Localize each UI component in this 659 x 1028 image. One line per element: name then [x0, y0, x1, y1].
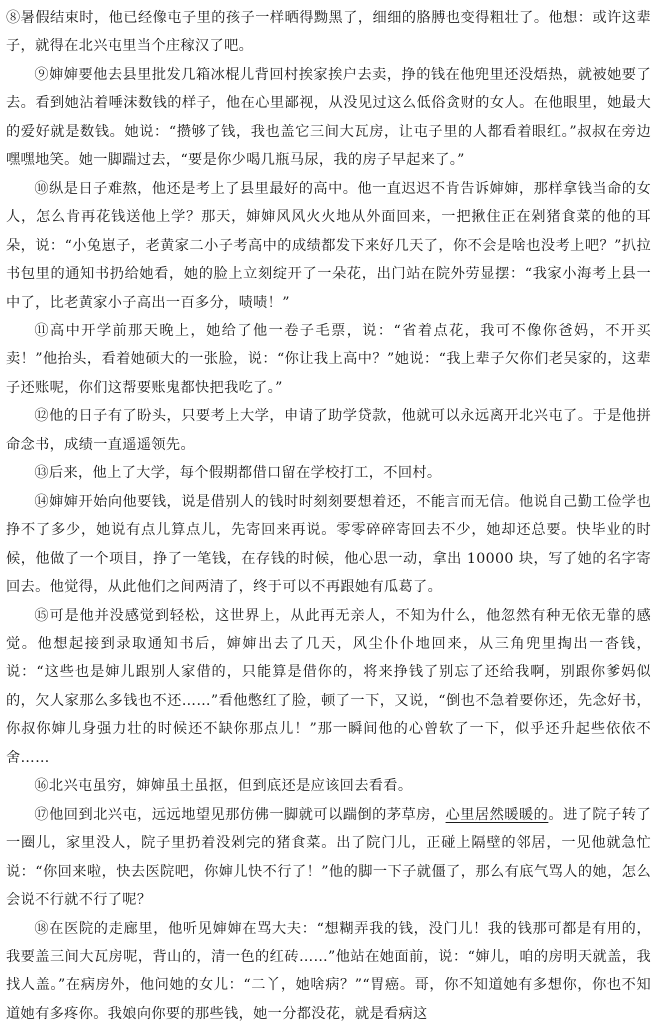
paragraph-text: ⑨婶婶要他去县里批发几箱冰棍儿背回村挨家挨户去卖，挣的钱在他兜里还没焐热，就被她要了去。看到她沾着唾沫数钱的样子，他在心里鄙视，从没见过这么低俗贪财的女人。在他眼里，她最大的爱好就是数钱。她说：“攒够了钱，我也盖它三间大瓦房，让屯子里的人都看着眼红。”叔叔在旁边嘿嘿地笑。她一脚踹过去，“要是你少喝几瓶马尿，我的房子早起来了。” — [6, 67, 651, 168]
paragraph-text: ⑧暑假结束时，他已经像屯子里的孩子一样晒得黝黑了，细细的胳膊也变得粗壮了。他想：或许这辈子，就得在北兴屯里当个庄稼汉了吧。 — [6, 10, 651, 54]
paragraph-10 — [6, 175, 651, 317]
paragraph-18 — [6, 915, 651, 1028]
paragraph-14 — [6, 488, 651, 602]
paragraph-text: ⑪高中开学前那天晚上，她给了他一卷子毛票，说：“省着点花，我可不像你爸妈，不开买卖！”他抬头，看着她硕大的一张脸，说：“你让我上高中？”她说：“我上辈子欠你们老吴家的，这辈子还账呢，你们这帮要账鬼都快把我吃了。” — [6, 323, 651, 396]
paragraph-text: ⑩纵是日子难熬，他还是考上了县里最好的高中。他一直迟迟不肯告诉婶婶，那样拿钱当命的女人，怎么肯再花钱送他上学？那天，婶婶风风火火地从外面回来，一把揪住正在剁猪食菜的他的耳朵，说：“小兔崽子，老黄家二小子考高中的成绩都发下来好几天了，你不会是啥也没考上吧？”扒拉书包里的通知书扔给她看，她的脸上立刻绽开了一朵花，出门站在院外劳显摆：“我家小海考上县一中了，比老黄家小子高出一百多分，啧啧！” — [6, 181, 651, 311]
paragraph-text: ⑱在医院的走廊里，他听见婶婶在骂大夫：“想糊弄我的钱，没门儿！我的钱那可都是有用的，我要盖三间大瓦房呢，背山的，清一色的红砖……”他站在她面前，说：“婶儿，咱的房明天就盖，我找人盖。”在病房外，他问她的女儿：“二丫，她啥病？”“胃癌。哥，你不知道她有多想你，你也不知道她有多疼你。我娘向你要的那些钱，她一分都没花，就是看病这 — [6, 921, 651, 1022]
paragraph-text: ⑮可是他并没感觉到轻松，这世界上，从此再无亲人，不知为什么，他忽然有种无依无靠的感觉。他想起接到录取通知书后，婶婶出去了几天，风尘仆仆地回来，从三角兜里掏出一沓钱，说：“这些也是婶儿跟别人家借的，只能算是借你的，将来挣钱了别忘了还给我啊，别跟你爹妈似的，欠人家那么多钱也不还……”看他憋红了脸，顿了一下，又说，“倒也不急着要你还，先念好书，你叔你婶儿身强力壮的时候还不缺你那点儿！”那一瞬间他的心曾软了一下，似乎还升起些依依不舍…… — [6, 608, 651, 766]
paragraph-11 — [6, 317, 651, 402]
paragraph-text: ⑬后来，他上了大学，每个假期都借口留在学校打工，不回村。 — [34, 465, 441, 481]
paragraph-text: ⑭婶婶开始向他要钱，说是借别人的钱时时刻刻要想着还，不能言而无信。他说自己勤工俭学也挣不了多少，她说有点儿算点儿，先寄回来再说。零零碎碎寄回去不少，她却还总要。快毕业的时候，他做了一个项目，挣了一笔钱，在存钱的时候，他心思一动，拿出 10000 块，写了她的名字寄回去。他觉得，从此他们之间两清了，终于可以不再跟她有瓜葛了。 — [6, 494, 651, 595]
paragraph-9 — [6, 61, 651, 175]
paragraph-17 — [6, 801, 651, 915]
paragraph-12 — [6, 402, 651, 459]
paragraph-text: 。进了院子转了一圈儿，家里没人，院子里扔着没剁完的猪食菜。出了院门儿，正碰上隔壁的邻居，一见他就急忙说：“你回来啦，快去医院吧，你婶儿快不行了！”他的脚一下子就僵了，那么有底气骂人的她，怎么会说不行就不行了呢？ — [6, 807, 651, 908]
paragraph-15 — [6, 602, 651, 773]
paragraph-8 — [6, 4, 651, 61]
paragraph-text: ⑰他回到北兴屯，远远地望见那仿佛一脚就可以踹倒的茅草房， — [34, 807, 445, 823]
underlined-phrase: 心里居然暖暖的 — [446, 807, 549, 823]
paragraph-text: ⑯北兴屯虽穷，婶婶虽土虽抠，但到底还是应该回去看看。 — [34, 778, 412, 794]
paragraph-16 — [6, 772, 651, 800]
paragraph-13 — [6, 459, 651, 487]
paragraph-text: ⑫他的日子有了盼头，只要考上大学，申请了助学贷款，他就可以永远离开北兴屯了。于是他拼命念书，成绩一直遥遥领先。 — [6, 408, 651, 452]
